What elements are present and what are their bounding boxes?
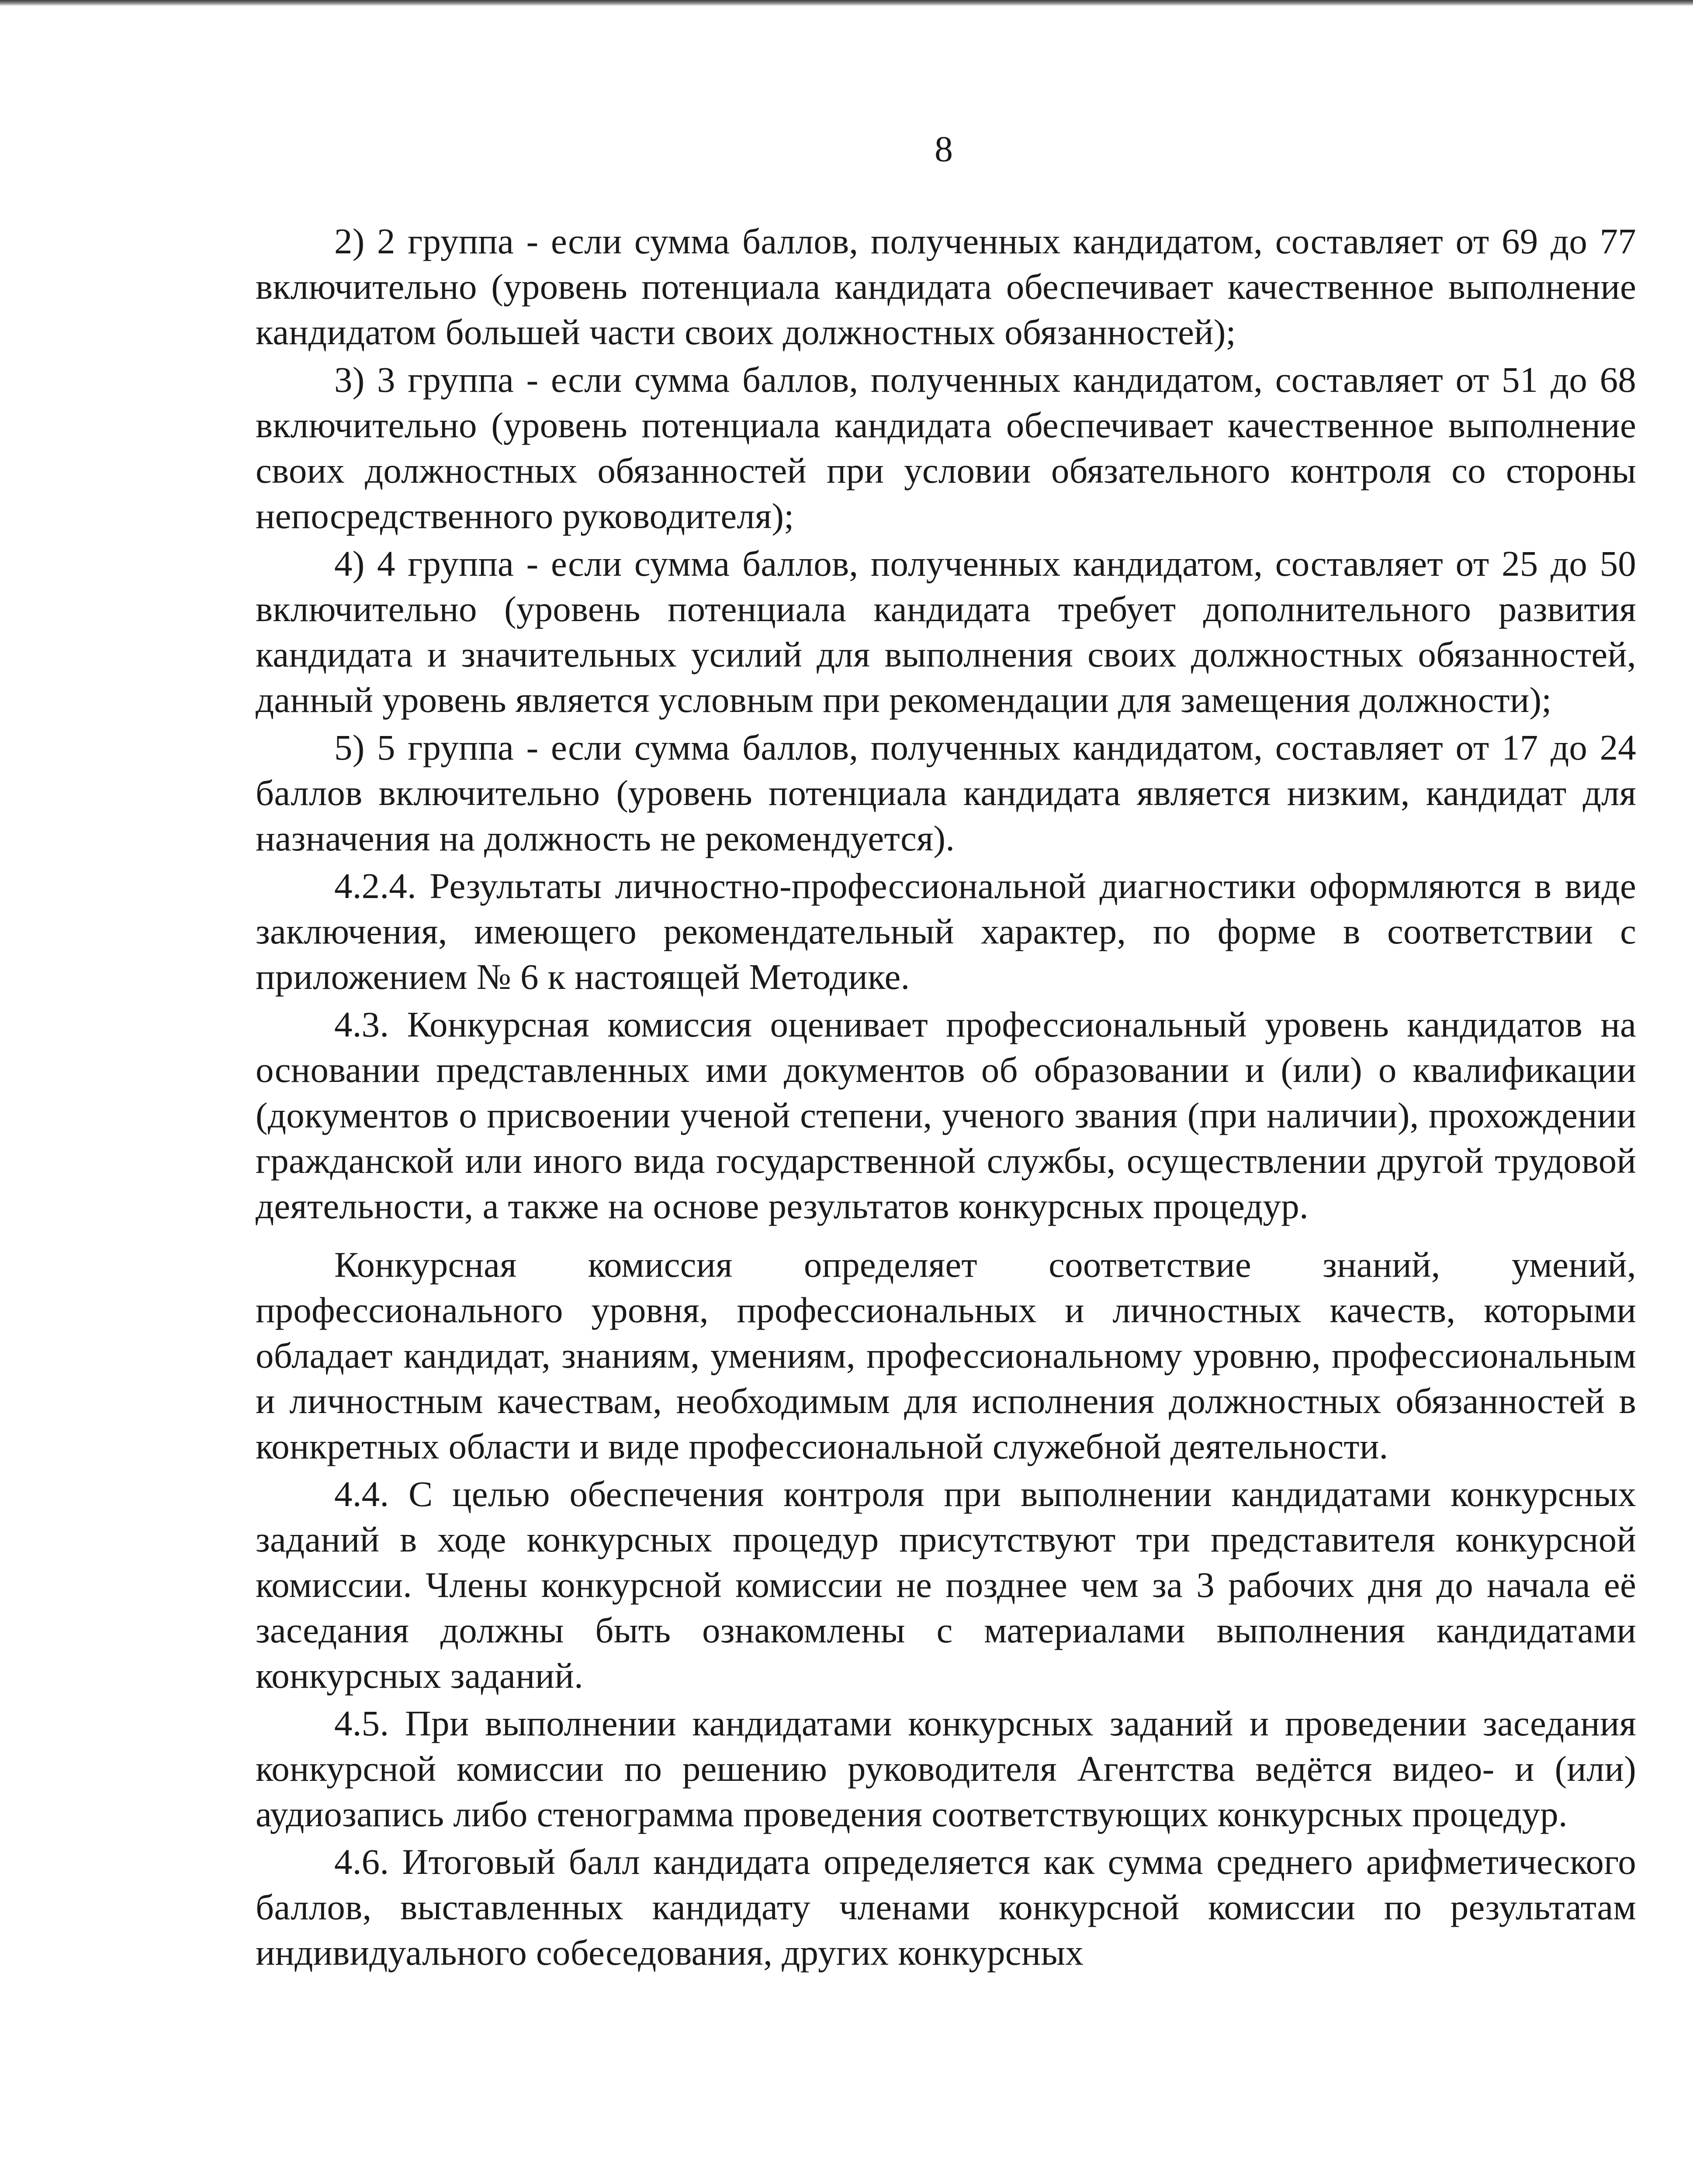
paragraph-commission-determines: Конкурсная комиссия определяет соответствие знаний, умений, профессионального уровня, профессиональных и личностных качеств, которыми обладает кандидат, знаниям, умениям, профессиональному уровню, профессиональным и личностным качествам, необходимым для исполнения должностных обязанностей в конкретных области и виде профессиональной служебной деятельности. [256,1244,1636,1466]
paragraph-group-5: 5) 5 группа - если сумма баллов, полученных кандидатом, составляет от 17 до 24 баллов включительно (уровень потенциала кандидата является низким, кандидат для назначения на должность не рекомендуется). [256,727,1636,858]
paragraph-group-4: 4) 4 группа - если сумма баллов, полученных кандидатом, составляет от 25 до 50 включительно (уровень потенциала кандидата требует дополнительного развития кандидата и значительных усилий для выполнения своих должностных обязанностей, данный уровень является условным при рекомендации для замещения должности); [256,543,1636,720]
paragraph-4-2-4: 4.2.4. Результаты личностно-профессиональной диагностики оформляются в виде заключения, имеющего рекомендательный характер, по форме в соответствии с приложением № 6 к настоящей Методике. [256,866,1636,997]
page-number: 8 [935,129,953,169]
paragraph-group-2: 2) 2 группа - если сумма баллов, полученных кандидатом, составляет от 69 до 77 включительно (уровень потенциала кандидата обеспечивает качественное выполнение кандидатом большей части своих должностных обязанностей); [256,221,1636,352]
paragraph-group-3: 3) 3 группа - если сумма баллов, полученных кандидатом, составляет от 51 до 68 включительно (уровень потенциала кандидата обеспечивает качественное выполнение своих должностных обязанностей при условии обязательного контроля со стороны непосредственного руководителя); [256,359,1636,536]
paragraph-4-3: 4.3. Конкурсная комиссия оценивает профессиональный уровень кандидатов на основании представленных ими документов об образовании и (или) о квалификации (документов о присвоении ученой степени, ученого звания (при наличии), прохождении гражданской или иного вида государственной службы, осуществлении другой трудовой деятельности, а также на основе результатов конкурсных процедур. [256,1004,1636,1226]
paragraph-4-6: 4.6. Итоговый балл кандидата определяется как сумма среднего арифметического баллов, выставленных кандидату членами конкурсной комиссии по результатам индивидуального собеседования, других конкурсных [256,1842,1636,1973]
paragraph-4-5: 4.5. При выполнении кандидатами конкурсных заданий и проведении заседания конкурсной комиссии по решению руководителя Агентства ведётся видео- и (или) аудиозапись либо стенограмма проведения соответствующих конкурсных процедур. [256,1703,1636,1834]
scan-top-edge [0,0,1693,6]
paragraph-4-4: 4.4. С целью обеспечения контроля при выполнении кандидатами конкурсных заданий в ходе конкурсных процедур присутствуют три представителя конкурсной комиссии. Члены конкурсной комиссии не позднее чем за 3 рабочих дня до начала её заседания должны быть ознакомлены с материалами выполнения кандидатами конкурсных заданий. [256,1474,1636,1696]
document-body [256,218,1636,1975]
